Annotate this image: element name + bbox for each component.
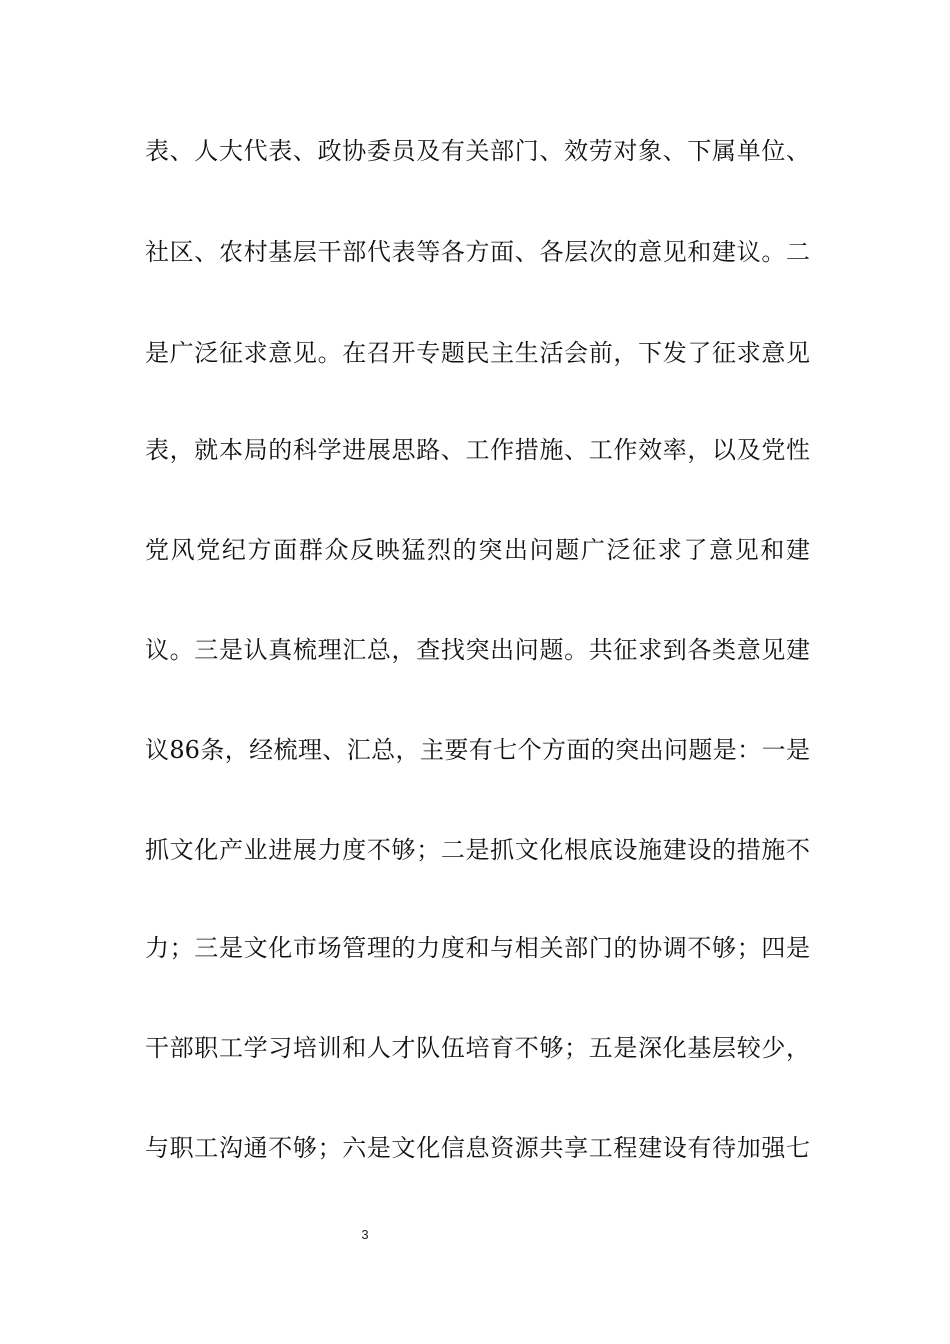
paragraph-line: 党风党纪方面群众反映猛烈的突出问题广泛征求了意见和建 — [145, 536, 810, 564]
paragraph-line: 议86条，经梳理、汇总，主要有七个方面的突出问题是：一是 — [145, 736, 810, 764]
paragraph-line: 力；三是文化市场管理的力度和与相关部门的协调不够；四是 — [145, 934, 810, 962]
paragraph-line: 与职工沟通不够；六是文化信息资源共享工程建设有待加强七 — [145, 1134, 810, 1162]
paragraph-line: 表，就本局的科学进展思路、工作措施、工作效率，以及党性 — [145, 436, 810, 464]
paragraph-line: 抓文化产业进展力度不够；二是抓文化根底设施建设的措施不 — [145, 836, 810, 864]
paragraph-line: 是广泛征求意见。在召开专题民主生活会前，下发了征求意见 — [145, 339, 810, 367]
paragraph-line: 干部职工学习培训和人才队伍培育不够；五是深化基层较少， — [145, 1034, 810, 1062]
paragraph-line: 议。三是认真梳理汇总，查找突出问题。共征求到各类意见建 — [145, 636, 810, 664]
paragraph-line: 表、人大代表、政协委员及有关部门、效劳对象、下属单位、 — [145, 137, 810, 165]
page-number: 3 — [361, 1227, 369, 1242]
paragraph-line: 社区、农村基层干部代表等各方面、各层次的意见和建议。二 — [145, 238, 810, 266]
